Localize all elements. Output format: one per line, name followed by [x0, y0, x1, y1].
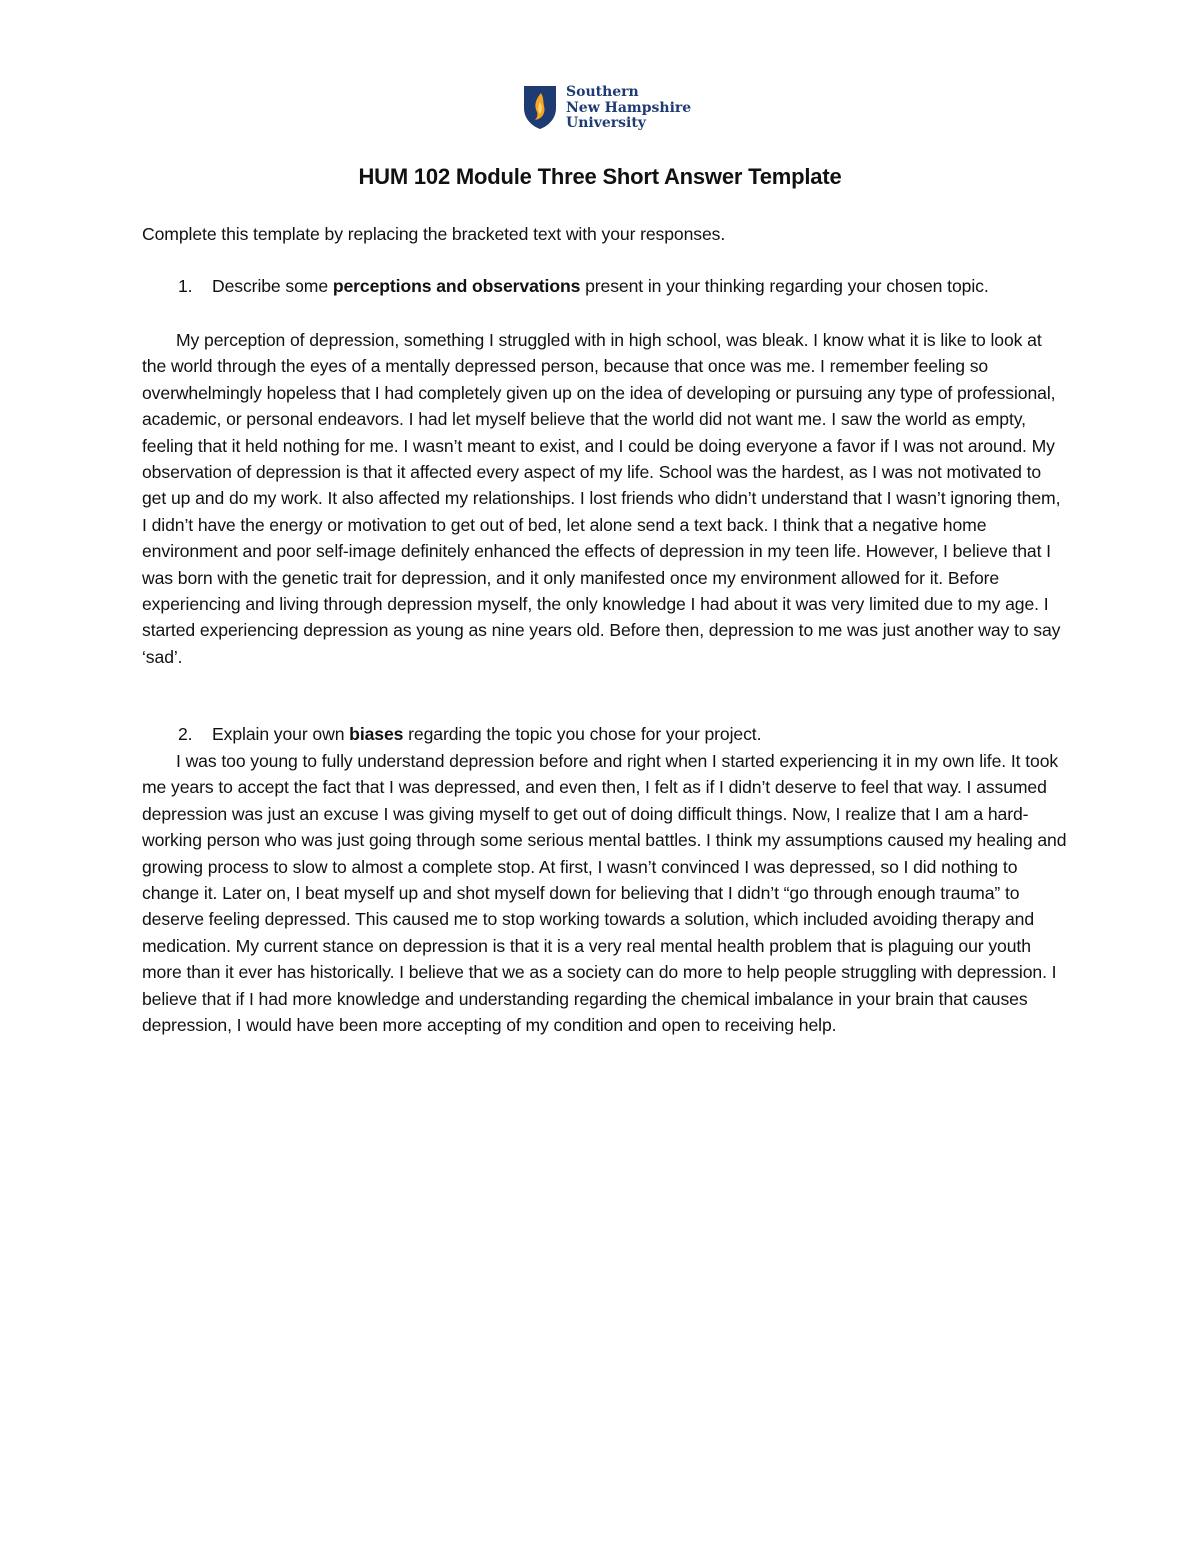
logo-wordmark [566, 85, 691, 132]
question-2-prompt [142, 721, 1067, 747]
question-text-before: Describe some [212, 276, 333, 296]
question-1 [142, 273, 1067, 299]
question-2 [142, 721, 1067, 747]
question-bold-term: perceptions and observations [332, 276, 581, 296]
instructions: Complete this template by replacing the bracketed text with your responses. [142, 224, 726, 244]
logo-line-1: Southern [566, 84, 639, 100]
flame-shield-icon [522, 84, 558, 130]
answer-1: My perception of depression, something I struggled with in high school, was bleak. I know what it is like to look at the world through the eyes of a mentally depressed person, because that once was me. I remember feeling so overwhelmingly hopeless that I had completely given up on the idea of developing or pursuing any type of professional, academic, or personal endeavors. I had let myself believe that the world did not want me. I saw the world as empty, feeling that it held nothing for me. I wasn’t meant to exist, and I could be doing everyone a favor if I was not around. My observation of depression is that it affected every aspect of my life. School was the hardest, as I was not motivated to get up and do my work. It also affected my relationships. I lost friends who didn’t understand that I wasn’t ignoring them, I didn’t have the energy or motivation to get out of bed, let alone send a text back. I think that a negative home environment and poor self-image definitely enhanced the effects of depression in my teen life. However, I believe that I was born with the genetic trait for depression, and it only manifested once my environment allowed for it. Before experiencing and living through depression myself, the only knowledge I had about it was very limited due to my age. I started experiencing depression as young as nine years old. Before then, depression to me was just another way to say ‘sad’. [142, 330, 1061, 667]
page-title-text: HUM 102 Module Three Short Answer Template [358, 164, 842, 189]
question-text-after: present in your thinking regarding your chosen topic. [580, 276, 989, 296]
question-number: 1. [178, 276, 193, 296]
question-text-after: regarding the topic you chose for your project. [403, 724, 762, 744]
question-number: 2. [178, 724, 193, 744]
question-1-prompt [142, 273, 1067, 299]
logo-line-3: University [566, 115, 646, 131]
answer-2: I was too young to fully understand depression before and right when I started experiencing it in my own life. It took me years to accept the fact that I was depressed, and even then, I felt as if I didn’t deserve to feel that way. I assumed depression was just an excuse I was giving myself to get out of doing difficult things. Now, I realize that I am a hard-working person who was just going through some serious mental battles. I think my assumptions caused my healing and growing process to slow to almost a complete stop. At first, I wasn’t convinced I was depressed, so I did nothing to change it. Later on, I beat myself up and shot myself down for believing that I didn’t “go through enough trauma” to deserve feeling depressed. This caused me to stop working towards a solution, which included avoiding therapy and medication. My current stance on depression is that it is a very real mental health problem that is plaguing our youth more than it ever has historically. I believe that we as a society can do more to help people struggling with depression. I believe that if I had more knowledge and understanding regarding the chemical imbalance in your brain that causes depression, I would have been more accepting of my condition and open to receiving help. [142, 751, 1067, 1036]
question-bold-term: biases [349, 724, 404, 744]
snhu-logo [522, 84, 691, 132]
logo-line-2: New Hampshire [566, 99, 692, 116]
question-text-before: Explain your own [212, 724, 350, 744]
page-title [0, 164, 1200, 190]
